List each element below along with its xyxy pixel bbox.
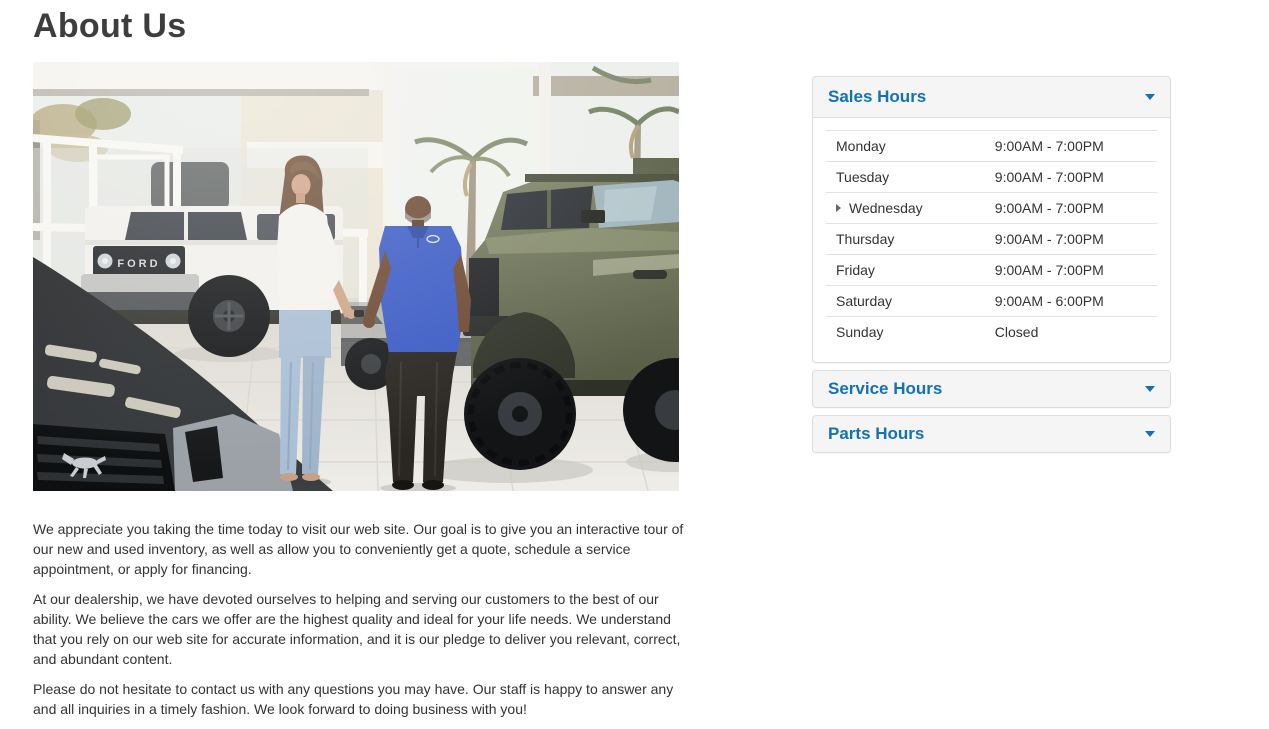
day-cell: Saturday: [826, 286, 995, 317]
day-cell: Thursday: [826, 224, 995, 255]
hours-cell: 9:00AM - 7:00PM: [995, 131, 1157, 162]
caret-down-icon: [1145, 94, 1155, 100]
parts-hours-panel: [812, 415, 1171, 453]
sales-hours-header[interactable]: [813, 77, 1170, 117]
sunlight-overlay: [33, 62, 679, 491]
about-paragraph-2: At our dealership, we have devoted ourselves to helping and serving our customers to the best of our ability. We believe the cars we offer are the highest quality and ideal for your life needs. We understand that you rely on our web site for accurate information, and it is our pledge to deliver you relevant, correct, and abundant content.: [33, 591, 681, 667]
day-cell: Friday: [826, 255, 995, 286]
hours-cell: Closed: [995, 317, 1157, 348]
hours-cell: 9:00AM - 7:00PM: [995, 255, 1157, 286]
about-text: [33, 519, 695, 719]
about-paragraph-1: We appreciate you taking the time today to visit our web site. Our goal is to give you an interactive tour of our new and used inventory, as well as allow you to conveniently get a quote, schedule a service appointment, or apply for financing.: [33, 521, 684, 577]
about-paragraph-3: Please do not hesitate to contact us with any questions you may have. Our staff is happy to answer any and all inquiries in a timely fashion. We look forward to doing business with you!: [33, 681, 674, 717]
hours-sidebar: [812, 0, 1171, 460]
hours-cell: 9:00AM - 7:00PM: [995, 193, 1157, 224]
caret-down-icon: [1145, 386, 1155, 392]
service-hours-header[interactable]: [813, 371, 1170, 407]
hours-row: [826, 193, 1157, 224]
parts-hours-title: Parts Hours: [828, 424, 925, 443]
sales-hours-table: [826, 130, 1157, 347]
hours-row: [826, 224, 1157, 255]
sales-hours-title: Sales Hours: [828, 87, 927, 106]
sales-hours-panel: [812, 76, 1171, 363]
service-hours-panel: [812, 370, 1171, 408]
page-title: About Us: [33, 7, 187, 45]
hours-row: [826, 162, 1157, 193]
day-cell: Tuesday: [826, 162, 995, 193]
main-content-column: [33, 0, 695, 729]
showroom-photo: [33, 62, 679, 491]
parts-hours-header[interactable]: [813, 416, 1170, 452]
hours-cell: 9:00AM - 6:00PM: [995, 286, 1157, 317]
today-marker-icon: [836, 204, 841, 212]
showroom-photo-illustration: [33, 62, 679, 491]
hours-row: [826, 286, 1157, 317]
sales-hours-body: [813, 117, 1170, 362]
caret-down-icon: [1145, 431, 1155, 437]
day-cell: Sunday: [826, 317, 995, 348]
hours-row: [826, 131, 1157, 162]
service-hours-title: Service Hours: [828, 379, 943, 398]
hours-cell: 9:00AM - 7:00PM: [995, 224, 1157, 255]
day-cell: Wednesday: [826, 193, 995, 224]
hours-row: [826, 255, 1157, 286]
hours-row: [826, 317, 1157, 348]
hours-cell: 9:00AM - 7:00PM: [995, 162, 1157, 193]
day-cell: Monday: [826, 131, 995, 162]
